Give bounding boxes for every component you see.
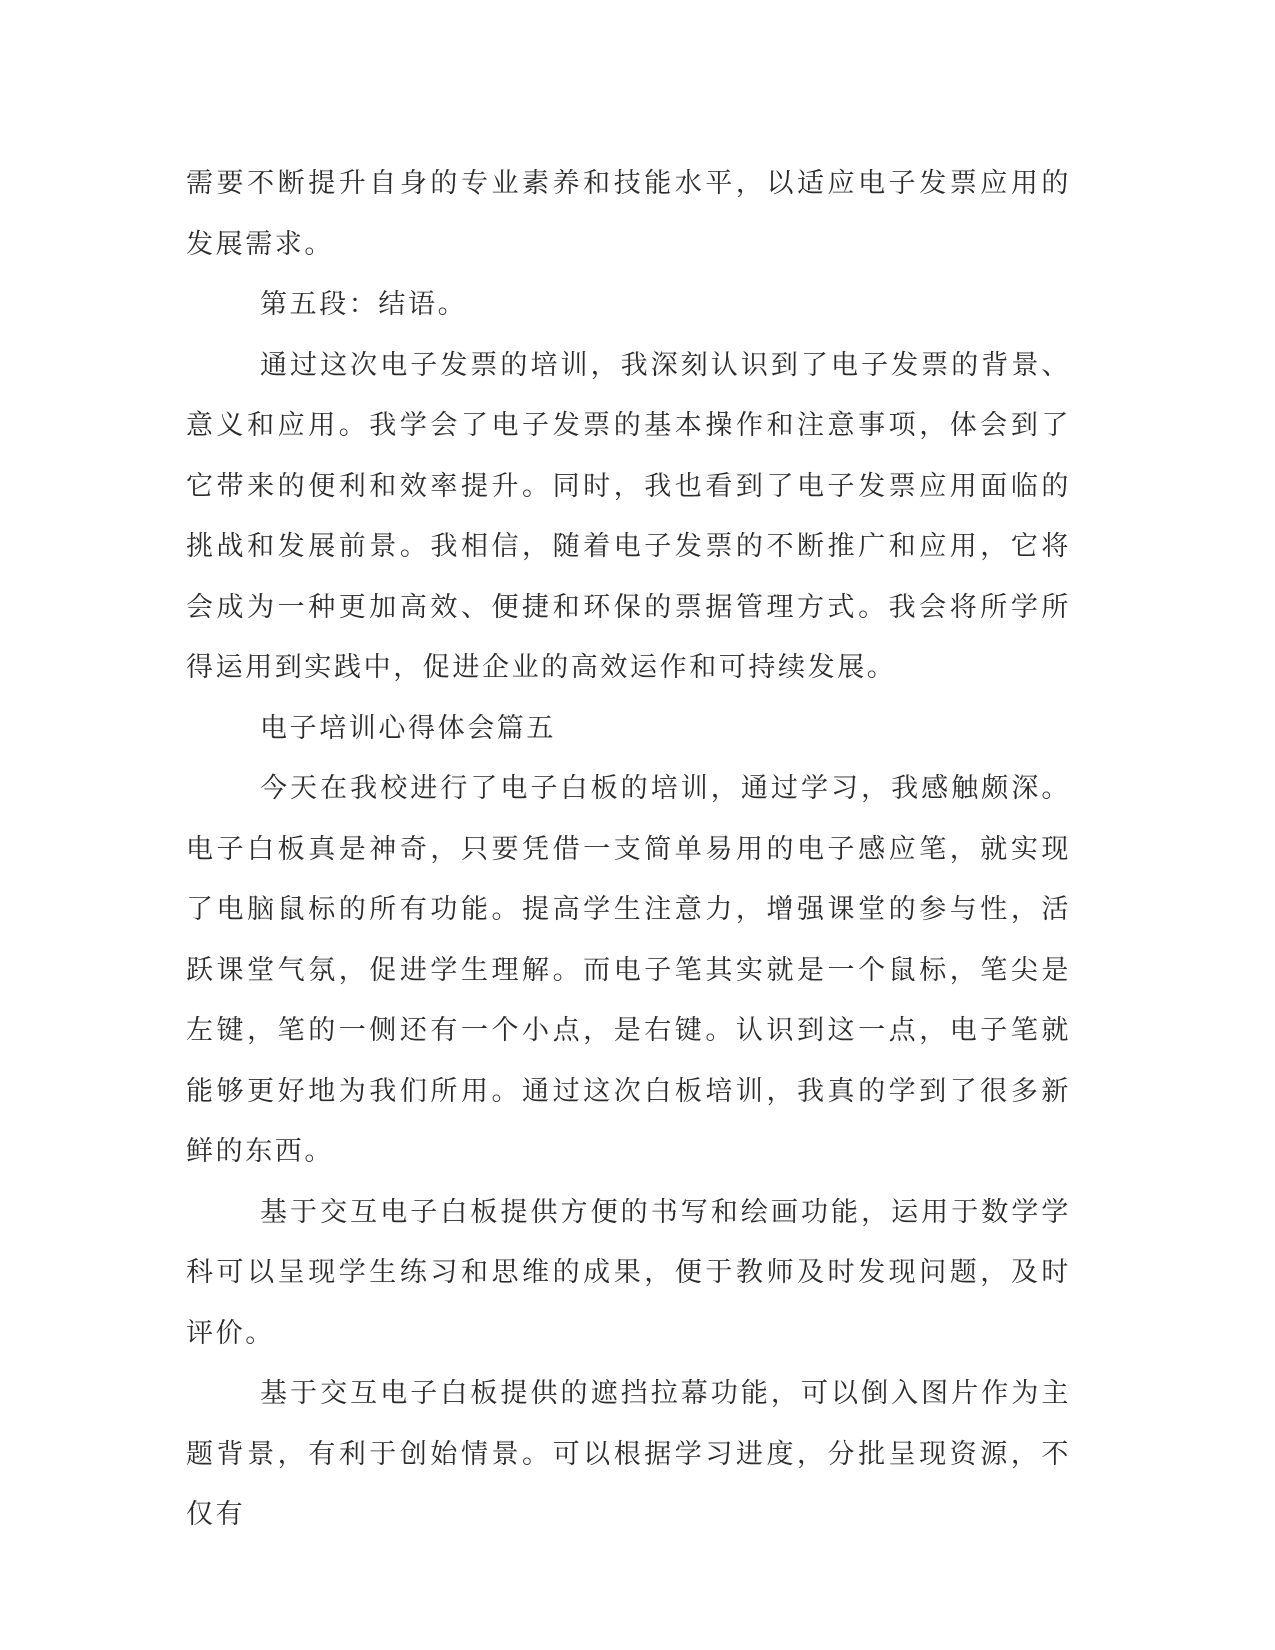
section-heading-conclusion: 第五段：结语。 [260,289,468,320]
paragraph-continuation: 需要不断提升自身的专业素养和技能水平，以适应电子发票应用的发展需求。 [186,168,1071,260]
document-body [186,154,1071,1546]
paragraph-whiteboard-intro: 今天在我校进行了电子白板的培训，通过学习，我感触颇深。电子白板真是神奇，只要凭借一支简单易用的电子感应笔，就实现了电脑鼠标的所有功能。提高学生注意力，增强课堂的参与性，活跃课堂气氛，促进学生理解。而电子笔其实就是一个鼠标，笔尖是左键，笔的一侧还有一个小点，是右键。认识到这一点，电子笔就能够更好地为我们所用。通过这次白板培训，我真的学到了很多新鲜的东西。 [186,773,1071,1167]
paragraph-conclusion: 通过这次电子发票的培训，我深刻认识到了电子发票的背景、意义和应用。我学会了电子发票的基本操作和注意事项，体会到了它带来的便利和效率提升。同时，我也看到了电子发票应用面临的挑战和发展前景。我相信，随着电子发票的不断推广和应用，它将会成为一种更加高效、便捷和环保的票据管理方式。我会将所学所得运用到实践中，促进企业的高效运作和可持续发展。 [186,349,1071,683]
paragraph-curtain-function: 基于交互电子白板提供的遮挡拉幕功能，可以倒入图片作为主题背景，有利于创始情景。可以根据学习进度，分批呈现资源，不仅有 [186,1378,1071,1530]
article-title-part-five: 电子培训心得体会篇五 [260,712,556,744]
paragraph-writing-function: 基于交互电子白板提供方便的书写和绘画功能，运用于数学学科可以呈现学生练习和思维的成果，便于教师及时发现问题，及时评价。 [186,1196,1071,1349]
